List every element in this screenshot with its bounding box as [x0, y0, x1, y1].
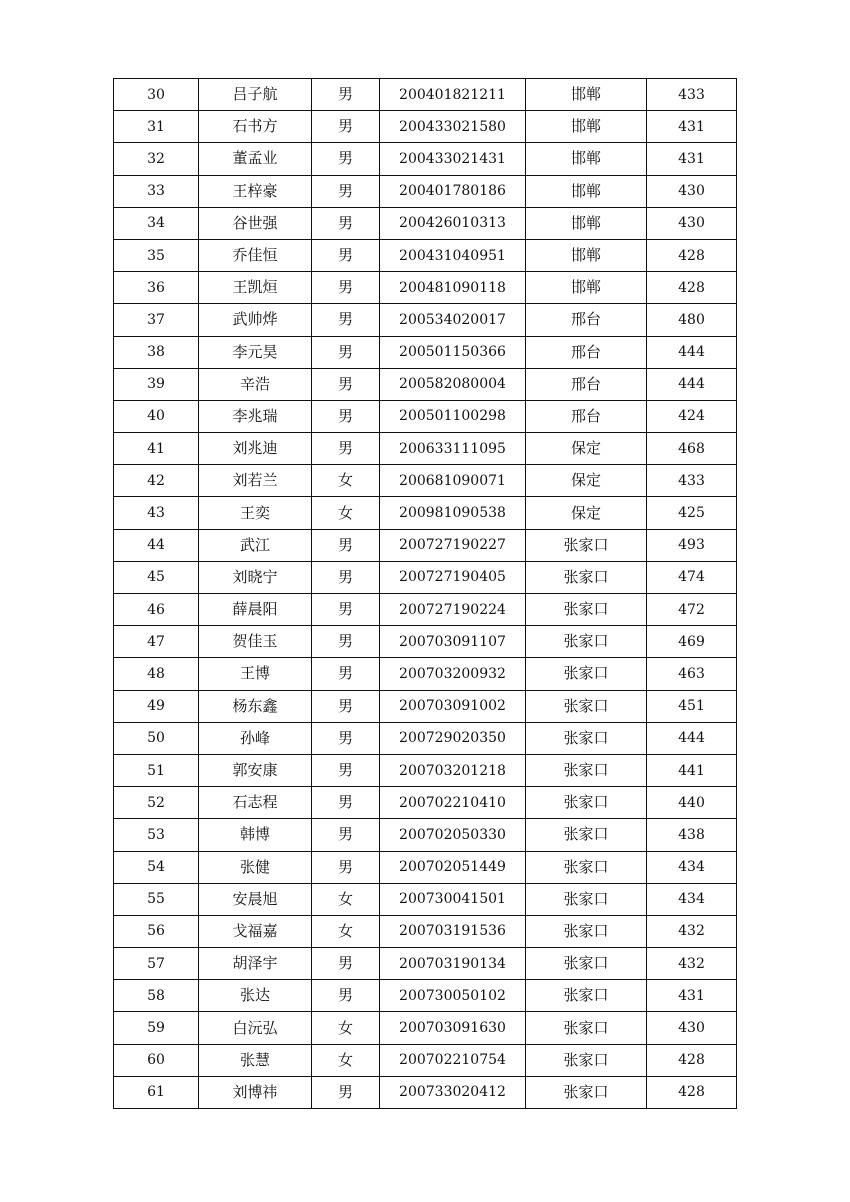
score-cell: 425 — [647, 497, 737, 529]
row-number-cell: 43 — [114, 497, 199, 529]
row-number-cell: 31 — [114, 111, 199, 143]
row-number-cell: 32 — [114, 143, 199, 175]
city-cell: 邯郸 — [526, 175, 647, 207]
table-row — [114, 272, 737, 304]
name-cell: 刘博祎 — [199, 1076, 312, 1108]
city-cell: 张家口 — [526, 980, 647, 1012]
name-cell: 安晨旭 — [199, 883, 312, 915]
score-cell: 428 — [647, 272, 737, 304]
gender-cell: 男 — [312, 336, 380, 368]
table-row — [114, 239, 737, 271]
exam-id-cell: 200582080004 — [380, 368, 526, 400]
exam-id-cell: 200702050330 — [380, 819, 526, 851]
name-cell: 贺佳玉 — [199, 626, 312, 658]
city-cell: 张家口 — [526, 690, 647, 722]
exam-id-cell: 200702210410 — [380, 787, 526, 819]
city-cell: 张家口 — [526, 948, 647, 980]
score-cell: 469 — [647, 626, 737, 658]
row-number-cell: 60 — [114, 1044, 199, 1076]
city-cell: 邢台 — [526, 304, 647, 336]
table-row — [114, 980, 737, 1012]
gender-cell: 女 — [312, 915, 380, 947]
row-number-cell: 55 — [114, 883, 199, 915]
row-number-cell: 36 — [114, 272, 199, 304]
gender-cell: 男 — [312, 1076, 380, 1108]
name-cell: 刘兆迪 — [199, 433, 312, 465]
gender-cell: 男 — [312, 400, 380, 432]
name-cell: 郭安康 — [199, 754, 312, 786]
exam-id-cell: 200730050102 — [380, 980, 526, 1012]
gender-cell: 女 — [312, 497, 380, 529]
gender-cell: 男 — [312, 690, 380, 722]
table-row — [114, 722, 737, 754]
score-cell: 430 — [647, 1012, 737, 1044]
score-cell: 451 — [647, 690, 737, 722]
gender-cell: 女 — [312, 1044, 380, 1076]
score-cell: 434 — [647, 883, 737, 915]
name-cell: 韩博 — [199, 819, 312, 851]
gender-cell: 男 — [312, 175, 380, 207]
exam-id-cell: 200681090071 — [380, 465, 526, 497]
row-number-cell: 45 — [114, 561, 199, 593]
table-row — [114, 883, 737, 915]
score-cell: 428 — [647, 1044, 737, 1076]
exam-id-cell: 200401821211 — [380, 79, 526, 111]
row-number-cell: 44 — [114, 529, 199, 561]
city-cell: 邯郸 — [526, 143, 647, 175]
gender-cell: 女 — [312, 1012, 380, 1044]
row-number-cell: 37 — [114, 304, 199, 336]
score-cell: 474 — [647, 561, 737, 593]
city-cell: 张家口 — [526, 787, 647, 819]
score-cell: 432 — [647, 915, 737, 947]
score-cell: 434 — [647, 851, 737, 883]
row-number-cell: 33 — [114, 175, 199, 207]
city-cell: 张家口 — [526, 754, 647, 786]
row-number-cell: 53 — [114, 819, 199, 851]
city-cell: 邯郸 — [526, 79, 647, 111]
row-number-cell: 50 — [114, 722, 199, 754]
score-cell: 428 — [647, 1076, 737, 1108]
gender-cell: 男 — [312, 658, 380, 690]
exam-id-cell: 200727190227 — [380, 529, 526, 561]
city-cell: 邯郸 — [526, 272, 647, 304]
score-cell: 472 — [647, 594, 737, 626]
city-cell: 保定 — [526, 433, 647, 465]
table-row — [114, 948, 737, 980]
exam-id-cell: 200702210754 — [380, 1044, 526, 1076]
score-cell: 431 — [647, 143, 737, 175]
name-cell: 张健 — [199, 851, 312, 883]
gender-cell: 男 — [312, 304, 380, 336]
city-cell: 张家口 — [526, 883, 647, 915]
exam-id-cell: 200501150366 — [380, 336, 526, 368]
table-row — [114, 658, 737, 690]
exam-id-cell: 200703091107 — [380, 626, 526, 658]
table-row — [114, 594, 737, 626]
city-cell: 张家口 — [526, 658, 647, 690]
name-cell: 薛晨阳 — [199, 594, 312, 626]
score-cell: 430 — [647, 175, 737, 207]
city-cell: 张家口 — [526, 626, 647, 658]
table-row — [114, 819, 737, 851]
gender-cell: 男 — [312, 948, 380, 980]
table-row — [114, 400, 737, 432]
table-row — [114, 690, 737, 722]
exam-id-cell: 200534020017 — [380, 304, 526, 336]
name-cell: 张慧 — [199, 1044, 312, 1076]
table-row — [114, 1012, 737, 1044]
table-row — [114, 915, 737, 947]
name-cell: 辛浩 — [199, 368, 312, 400]
score-cell: 431 — [647, 111, 737, 143]
row-number-cell: 48 — [114, 658, 199, 690]
exam-id-cell: 200703191536 — [380, 915, 526, 947]
table-row — [114, 175, 737, 207]
name-cell: 石志程 — [199, 787, 312, 819]
table-row — [114, 79, 737, 111]
exam-id-cell: 200730041501 — [380, 883, 526, 915]
gender-cell: 男 — [312, 851, 380, 883]
row-number-cell: 40 — [114, 400, 199, 432]
city-cell: 邯郸 — [526, 111, 647, 143]
table-row — [114, 465, 737, 497]
name-cell: 杨东鑫 — [199, 690, 312, 722]
exam-id-cell: 200703201218 — [380, 754, 526, 786]
table-row — [114, 626, 737, 658]
table-row — [114, 143, 737, 175]
city-cell: 张家口 — [526, 529, 647, 561]
name-cell: 胡泽宇 — [199, 948, 312, 980]
name-cell: 武江 — [199, 529, 312, 561]
row-number-cell: 46 — [114, 594, 199, 626]
table-row — [114, 561, 737, 593]
city-cell: 邢台 — [526, 368, 647, 400]
table-row — [114, 497, 737, 529]
table-row — [114, 529, 737, 561]
exam-id-cell: 200703091002 — [380, 690, 526, 722]
score-cell: 463 — [647, 658, 737, 690]
name-cell: 董孟业 — [199, 143, 312, 175]
score-cell: 468 — [647, 433, 737, 465]
city-cell: 张家口 — [526, 561, 647, 593]
table-row — [114, 111, 737, 143]
table-row — [114, 304, 737, 336]
score-cell: 424 — [647, 400, 737, 432]
city-cell: 张家口 — [526, 819, 647, 851]
name-cell: 王凯烜 — [199, 272, 312, 304]
gender-cell: 男 — [312, 787, 380, 819]
gender-cell: 女 — [312, 883, 380, 915]
gender-cell: 男 — [312, 561, 380, 593]
exam-id-cell: 200433021580 — [380, 111, 526, 143]
row-number-cell: 38 — [114, 336, 199, 368]
city-cell: 邯郸 — [526, 239, 647, 271]
row-number-cell: 51 — [114, 754, 199, 786]
name-cell: 白沅弘 — [199, 1012, 312, 1044]
exam-id-cell: 200633111095 — [380, 433, 526, 465]
name-cell: 乔佳恒 — [199, 239, 312, 271]
name-cell: 刘晓宁 — [199, 561, 312, 593]
row-number-cell: 35 — [114, 239, 199, 271]
city-cell: 张家口 — [526, 594, 647, 626]
gender-cell: 男 — [312, 433, 380, 465]
row-number-cell: 34 — [114, 207, 199, 239]
score-cell: 432 — [647, 948, 737, 980]
gender-cell: 男 — [312, 754, 380, 786]
score-cell: 438 — [647, 819, 737, 851]
gender-cell: 男 — [312, 239, 380, 271]
city-cell: 邢台 — [526, 336, 647, 368]
table-row — [114, 368, 737, 400]
gender-cell: 男 — [312, 819, 380, 851]
city-cell: 张家口 — [526, 1044, 647, 1076]
city-cell: 张家口 — [526, 1012, 647, 1044]
name-cell: 张达 — [199, 980, 312, 1012]
gender-cell: 男 — [312, 980, 380, 1012]
roster-table-body — [114, 79, 737, 1109]
gender-cell: 男 — [312, 272, 380, 304]
score-cell: 431 — [647, 980, 737, 1012]
city-cell: 邢台 — [526, 400, 647, 432]
exam-id-cell: 200727190224 — [380, 594, 526, 626]
score-cell: 433 — [647, 79, 737, 111]
exam-id-cell: 200702051449 — [380, 851, 526, 883]
city-cell: 张家口 — [526, 851, 647, 883]
city-cell: 张家口 — [526, 722, 647, 754]
name-cell: 刘若兰 — [199, 465, 312, 497]
name-cell: 谷世强 — [199, 207, 312, 239]
name-cell: 王梓豪 — [199, 175, 312, 207]
row-number-cell: 52 — [114, 787, 199, 819]
table-row — [114, 787, 737, 819]
row-number-cell: 47 — [114, 626, 199, 658]
table-row — [114, 1044, 737, 1076]
row-number-cell: 59 — [114, 1012, 199, 1044]
row-number-cell: 58 — [114, 980, 199, 1012]
roster-table — [113, 78, 737, 1109]
name-cell: 武帅烨 — [199, 304, 312, 336]
exam-id-cell: 200703091630 — [380, 1012, 526, 1044]
exam-id-cell: 200703200932 — [380, 658, 526, 690]
table-row — [114, 207, 737, 239]
score-cell: 480 — [647, 304, 737, 336]
row-number-cell: 30 — [114, 79, 199, 111]
city-cell: 张家口 — [526, 1076, 647, 1108]
exam-id-cell: 200431040951 — [380, 239, 526, 271]
score-cell: 444 — [647, 368, 737, 400]
name-cell: 吕子航 — [199, 79, 312, 111]
gender-cell: 男 — [312, 143, 380, 175]
city-cell: 邯郸 — [526, 207, 647, 239]
score-cell: 444 — [647, 722, 737, 754]
row-number-cell: 61 — [114, 1076, 199, 1108]
table-row — [114, 851, 737, 883]
gender-cell: 男 — [312, 79, 380, 111]
row-number-cell: 57 — [114, 948, 199, 980]
score-cell: 433 — [647, 465, 737, 497]
exam-id-cell: 200481090118 — [380, 272, 526, 304]
name-cell: 李兆瑞 — [199, 400, 312, 432]
gender-cell: 男 — [312, 594, 380, 626]
score-cell: 428 — [647, 239, 737, 271]
score-cell: 440 — [647, 787, 737, 819]
row-number-cell: 54 — [114, 851, 199, 883]
gender-cell: 男 — [312, 207, 380, 239]
gender-cell: 男 — [312, 529, 380, 561]
gender-cell: 男 — [312, 111, 380, 143]
exam-id-cell: 200501100298 — [380, 400, 526, 432]
score-cell: 441 — [647, 754, 737, 786]
gender-cell: 男 — [312, 626, 380, 658]
score-cell: 493 — [647, 529, 737, 561]
city-cell: 保定 — [526, 465, 647, 497]
score-cell: 430 — [647, 207, 737, 239]
exam-id-cell: 200703190134 — [380, 948, 526, 980]
name-cell: 李元昊 — [199, 336, 312, 368]
row-number-cell: 42 — [114, 465, 199, 497]
exam-id-cell: 200727190405 — [380, 561, 526, 593]
gender-cell: 男 — [312, 722, 380, 754]
row-number-cell: 39 — [114, 368, 199, 400]
city-cell: 保定 — [526, 497, 647, 529]
name-cell: 王博 — [199, 658, 312, 690]
name-cell: 戈福嘉 — [199, 915, 312, 947]
city-cell: 张家口 — [526, 915, 647, 947]
exam-id-cell: 200426010313 — [380, 207, 526, 239]
score-cell: 444 — [647, 336, 737, 368]
name-cell: 孙峰 — [199, 722, 312, 754]
row-number-cell: 56 — [114, 915, 199, 947]
exam-id-cell: 200729020350 — [380, 722, 526, 754]
name-cell: 石书方 — [199, 111, 312, 143]
gender-cell: 男 — [312, 368, 380, 400]
row-number-cell: 41 — [114, 433, 199, 465]
table-row — [114, 433, 737, 465]
table-row — [114, 336, 737, 368]
exam-id-cell: 200433021431 — [380, 143, 526, 175]
exam-id-cell: 200733020412 — [380, 1076, 526, 1108]
table-row — [114, 754, 737, 786]
exam-id-cell: 200401780186 — [380, 175, 526, 207]
table-row — [114, 1076, 737, 1108]
name-cell: 王奕 — [199, 497, 312, 529]
gender-cell: 女 — [312, 465, 380, 497]
exam-id-cell: 200981090538 — [380, 497, 526, 529]
row-number-cell: 49 — [114, 690, 199, 722]
